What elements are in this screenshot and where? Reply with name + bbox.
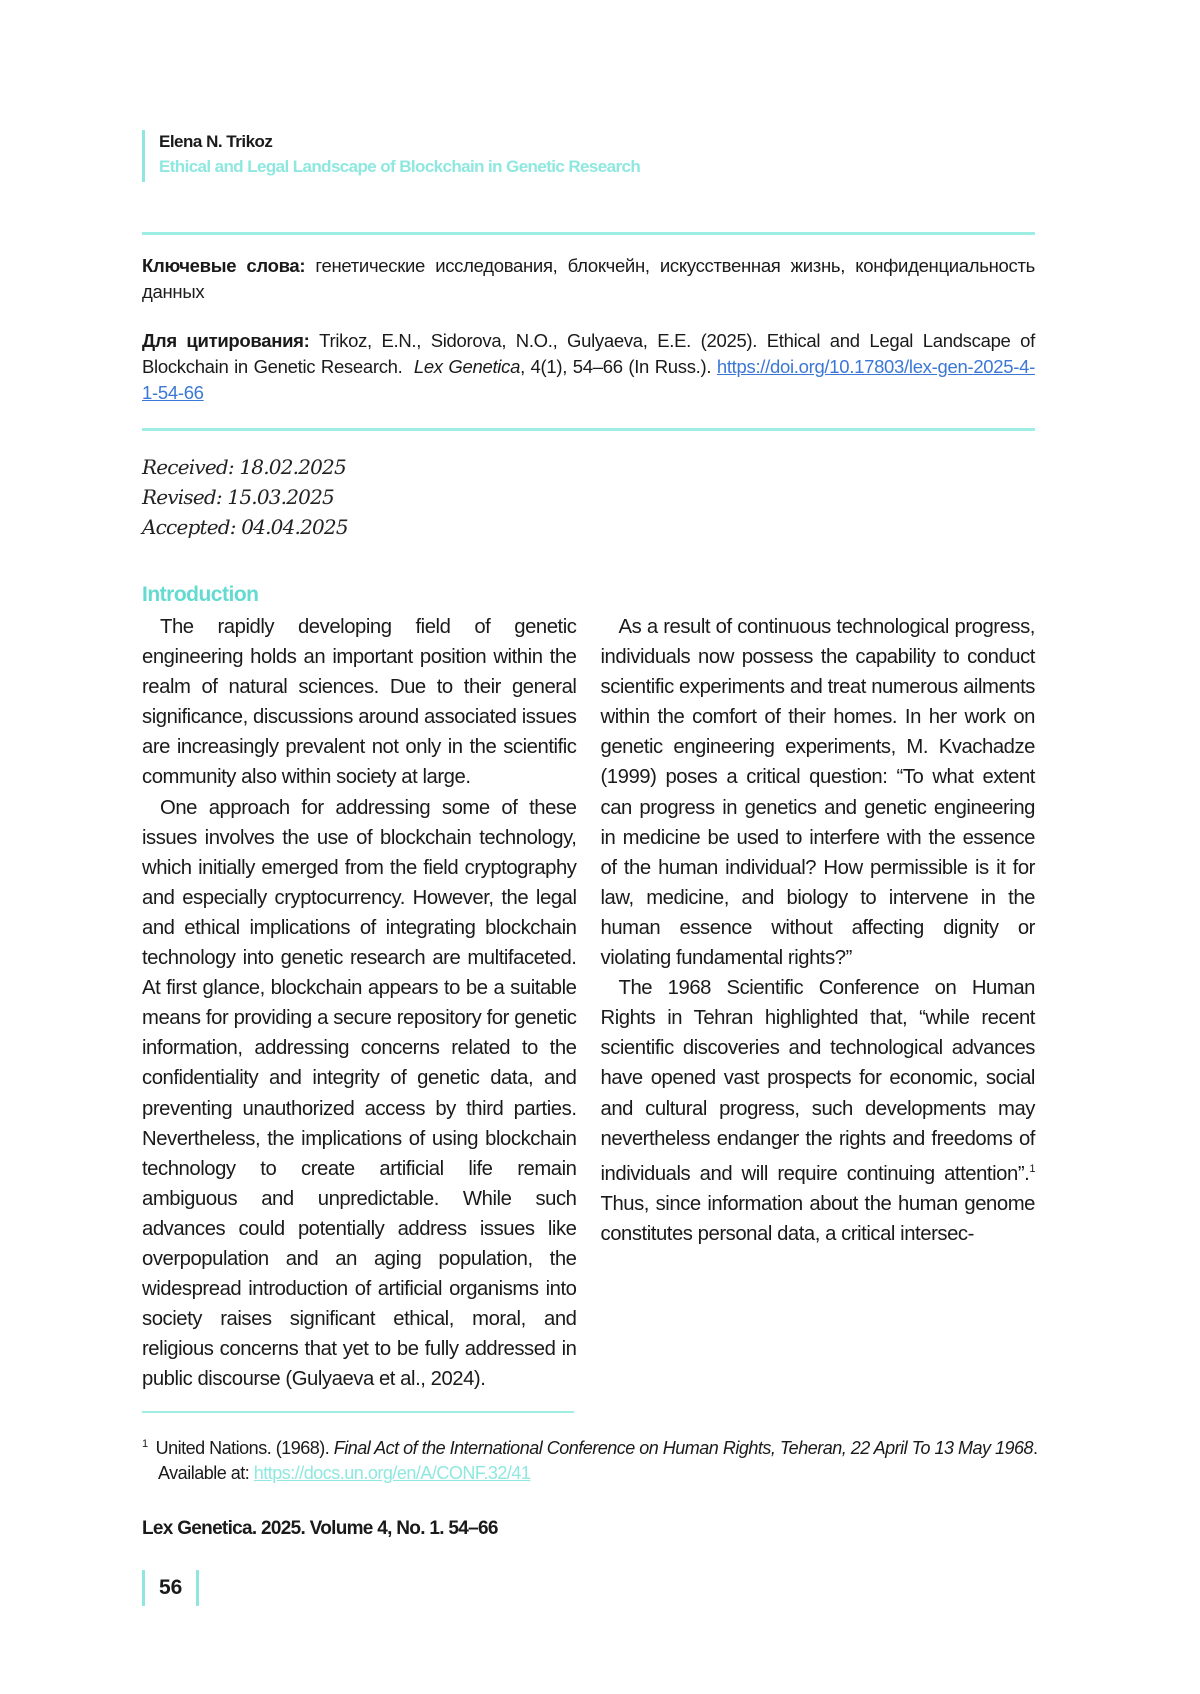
running-header-author: Elena N. Trikoz: [159, 132, 273, 151]
footnote-number: 1: [142, 1438, 148, 1450]
divider: [142, 428, 1035, 431]
paragraph: One approach for addressing some of these issues involves the use of blockchain technology, which initially emerged from the field cryptography and especially cryptocurrency. However, the legal and ethical implications of integrating blockchain technology into genetic research are multifaceted. At first glance, blockchain appears to be a suitable means for providing a secure repository for genetic information, addressing concerns related to the confidentiality and integrity of genetic data, and preventing unauthorized access by third parties. Nevertheless, the implications of using blockchain technology to create artificial life remain ambiguous and unpredictable. While such advances could potentially address issues like overpopulation and an aging population, the widespread introduction of artificial organisms into society raises significant ethical, moral, and religious concerns that yet to be fully addressed in public discourse (Gulyaeva et al., 2024).: [142, 796, 577, 1391]
citation-text: Trikoz, E.N., Sidorova, N.O., Gulyaeva, E.E. (2025). Ethical and Legal Landscape of Blockchain in Genetic Research.: [142, 330, 1035, 377]
footnote-link[interactable]: https://docs.un.org/en/A/CONF.32/41: [253, 1463, 531, 1483]
body-text: [142, 612, 1035, 1398]
divider: [142, 232, 1035, 235]
running-header: [142, 130, 640, 182]
article-dates: [142, 452, 348, 542]
keywords-label: Ключевые слова:: [142, 255, 306, 276]
footnote-title: Final Act of the International Conference on Human Rights, Teheran, 22 April To 13 May 1968: [333, 1438, 1034, 1458]
citation-details: , 4(1), 54–66 (In Russ.).: [520, 356, 712, 377]
section-heading: Introduction: [142, 583, 259, 606]
citation-label: Для цитирования:: [142, 330, 310, 351]
footnote-text: United Nations. (1968).: [155, 1438, 330, 1458]
footnote-marker[interactable]: 1: [1029, 1162, 1035, 1175]
accepted-value: 04.04.2025: [241, 515, 348, 539]
received-label: Received:: [142, 455, 234, 479]
running-header-title: Ethical and Legal Landscape of Blockchain in Genetic Research: [159, 157, 641, 176]
doi-link[interactable]: https://doi.org/10.17803/lex-gen-2025-4-1-54-66: [142, 356, 1035, 403]
footnote: [142, 1432, 1051, 1486]
revised-value: 15.03.2025: [227, 485, 334, 509]
citation: [142, 328, 1035, 406]
paragraph-text: The 1968 Scientific Conference on Human Rights in Tehran highlighted that, “while recent scientific discoveries and technological advances have opened vast prospects for economic, social and cultural progress, such developments may nevertheless endanger the rights and freedoms of individuals and will require continuing attention”.: [600, 977, 1035, 1185]
received-date: [142, 452, 348, 482]
paragraph: As a result of continuous technological progress, individuals now possess the capability to conduct scientific experiments and treat numerous ailments within the comfort of their homes. In her work on genetic engineering experiments, M. Kvachadze (1999) poses a critical question: “To what extent can progress in genetics and genetic engineering in medicine be used to interfere with the essence of the human individual? How permissible is it for law, medicine, and biology to intervene in the human essence without affecting dignity or violating fundamental rights?”: [600, 616, 1035, 970]
paragraph: The rapidly developing field of genetic engineering holds an important position within the realm of natural sciences. Due to their general significance, discussions around associated issues are increasingly prevalent not only in the scientific community also within society at large.: [142, 616, 577, 789]
paragraph-text: Thus, since information about the human genome constitutes personal data, a critical intersec-: [600, 1192, 1035, 1245]
accepted-label: Accepted:: [142, 515, 236, 539]
revised-label: Revised:: [142, 485, 222, 509]
keywords-text: генетические исследования, блокчейн, искусственная жизнь, конфиденциальность данных: [142, 255, 1035, 302]
paragraph: [601, 973, 1036, 1249]
keywords: [142, 253, 1035, 305]
received-value: 18.02.2025: [239, 455, 346, 479]
accepted-date: [142, 512, 348, 542]
page-number: 56: [142, 1570, 199, 1606]
journal-info: Lex Genetica. 2025. Volume 4, No. 1. 54–66: [142, 1518, 498, 1539]
revised-date: [142, 482, 348, 512]
footnote-available: . Available at:: [158, 1438, 1038, 1483]
footnote-divider: [142, 1411, 574, 1413]
citation-journal: Lex Genetica: [413, 356, 521, 377]
